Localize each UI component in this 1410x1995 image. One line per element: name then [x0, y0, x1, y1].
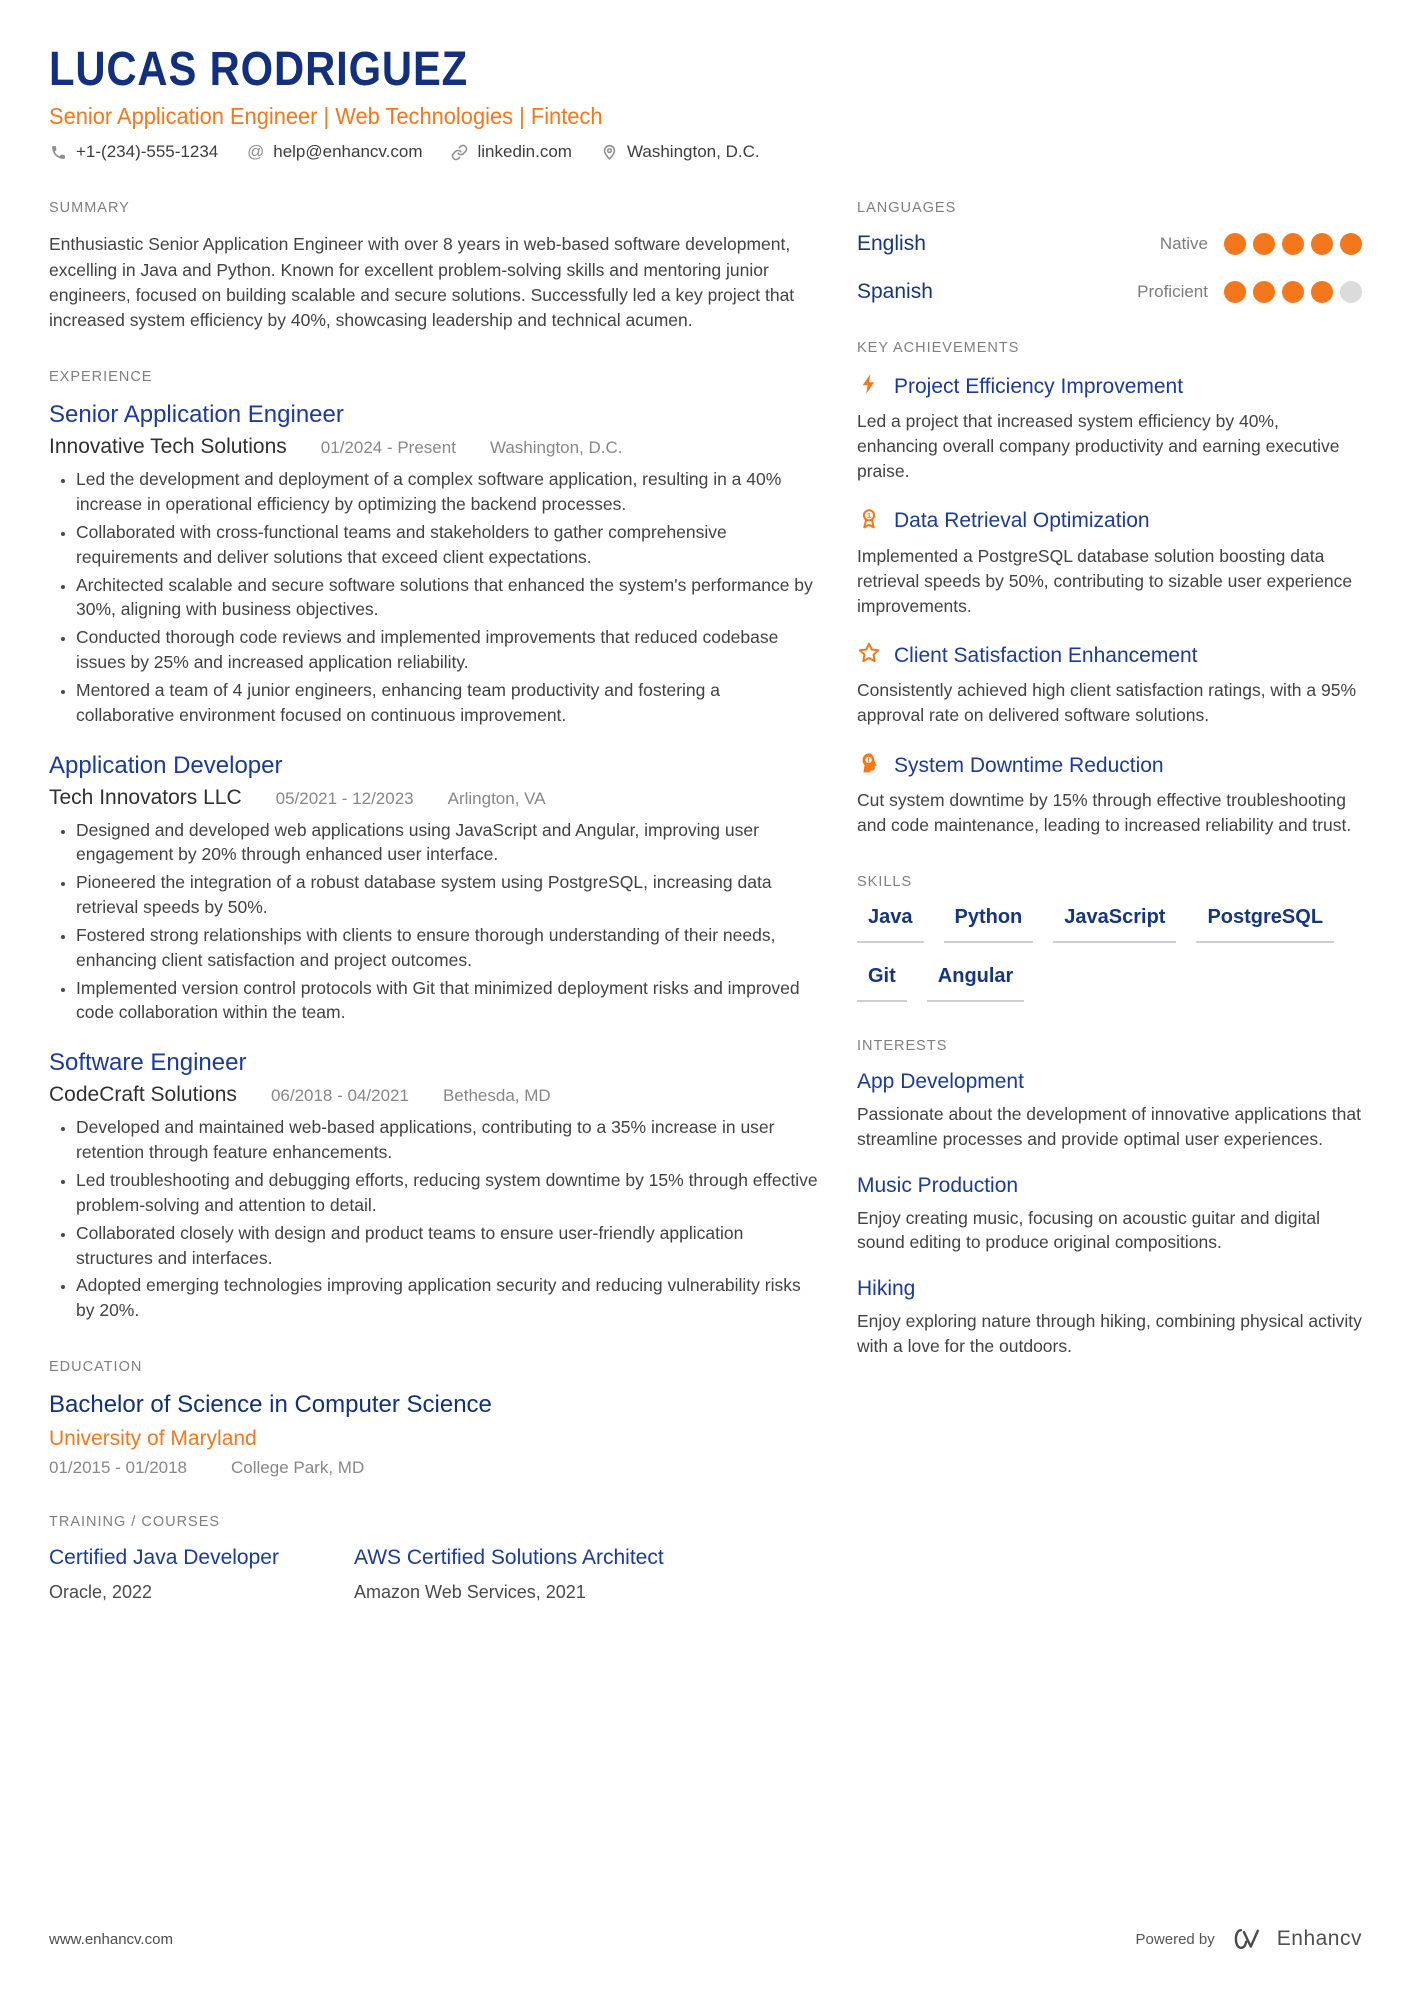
- job-title: Senior Application Engineer: [49, 401, 344, 429]
- job-dates: 06/2018 - 04/2021: [270, 1086, 409, 1106]
- main-column: [49, 200, 821, 1639]
- at-icon: @: [247, 142, 265, 162]
- course-title: AWS Certified Solutions Architect: [354, 1546, 664, 1570]
- job-bullet: • Designed and developed web applications using JavaScript and Angular, improving user engagement by 20% through enhanced user interface.: [76, 818, 821, 868]
- job-bullet: • Mentored a team of 4 junior engineers, enhancing team productivity and fostering a collaborative environment focused on continuous improvement.: [76, 678, 821, 728]
- languages-section: [857, 200, 1362, 304]
- contact-text: linkedin.com: [477, 142, 572, 162]
- interest-title: Hiking: [857, 1277, 916, 1301]
- skill-chip: Angular: [927, 965, 1025, 1002]
- link-icon: [450, 143, 469, 162]
- achievement-title: Client Satisfaction Enhancement: [894, 643, 1198, 667]
- side-column: [857, 200, 1362, 1639]
- job-location: Bethesda, MD: [442, 1086, 551, 1106]
- powered-by-label: Powered by: [1135, 1930, 1215, 1948]
- skill-chip: Java: [857, 906, 924, 943]
- achievement-entry: [857, 507, 1362, 619]
- contact-text: help@enhancv.com: [273, 142, 423, 162]
- jobs-list: [49, 401, 821, 1323]
- achievements-list: [857, 372, 1362, 837]
- interest-title: App Development: [857, 1069, 1024, 1093]
- interest-entry: [857, 1174, 1362, 1256]
- achievement-text: Consistently achieved high client satisfaction ratings, with a 95% approval rate on delivered software solutions.: [857, 680, 1357, 726]
- language-level: Proficient: [1137, 282, 1208, 302]
- contact-item[interactable]: [246, 142, 422, 162]
- contact-item[interactable]: [450, 142, 572, 162]
- skills-label: SKILLS: [857, 873, 913, 890]
- course-entry: [354, 1546, 821, 1603]
- person-name: LUCAS RODRIGUEZ: [49, 43, 469, 96]
- experience-label: EXPERIENCE: [49, 369, 153, 386]
- skills-section: [857, 874, 1362, 1002]
- job-bullets: [49, 818, 821, 1026]
- level-dot: [1340, 281, 1362, 303]
- course-entry: [49, 1546, 354, 1603]
- language-row: [857, 280, 1362, 304]
- medal-icon: [857, 507, 881, 536]
- contact-text: +1-(234)-555-1234: [76, 142, 219, 162]
- job-bullet: • Collaborated closely with design and product teams to ensure user-friendly application structures and interfaces.: [76, 1221, 821, 1271]
- achievement-entry: [857, 751, 1362, 838]
- job-meta: [49, 1083, 821, 1107]
- interest-entry: [857, 1277, 1362, 1359]
- job-entry: [49, 752, 821, 1026]
- job-title: Software Engineer: [49, 1049, 247, 1077]
- education-location: College Park, MD: [231, 1458, 365, 1478]
- job-title: Application Developer: [49, 751, 283, 779]
- level-dot: [1282, 281, 1304, 303]
- achievement-entry: [857, 641, 1362, 728]
- interest-title: Music Production: [857, 1173, 1019, 1197]
- language-dots: [1224, 233, 1362, 255]
- achievements-label: KEY ACHIEVEMENTS: [857, 340, 1020, 357]
- job-company: Innovative Tech Solutions: [49, 435, 287, 459]
- job-bullet: • Adopted emerging technologies improving application security and reducing vulnerability risks by 20%.: [76, 1273, 821, 1323]
- brand-name: Enhancv: [1276, 1927, 1362, 1950]
- job-bullet: • Pioneered the integration of a robust database system using PostgreSQL, increasing data retrieval speeds by 50%.: [76, 870, 821, 920]
- achievement-text: Cut system downtime by 15% through effective troubleshooting and code maintenance, leading to increased reliability and trust.: [857, 790, 1352, 835]
- degree-title: Bachelor of Science in Computer Science: [49, 1391, 492, 1419]
- experience-section: [49, 369, 821, 1323]
- interest-text: Enjoy exploring nature through hiking, combining physical activity with a love for the outdoors.: [857, 1311, 1362, 1357]
- job-meta: [49, 435, 821, 459]
- summary-label: SUMMARY: [49, 200, 130, 217]
- language-dots: [1224, 281, 1362, 303]
- achievement-head: [857, 507, 1362, 536]
- resume-header: [49, 45, 1362, 162]
- skill-chip: JavaScript: [1053, 906, 1176, 943]
- school-name: University of Maryland: [49, 1427, 257, 1451]
- star-icon: [857, 641, 881, 670]
- job-entry: [49, 1049, 821, 1323]
- job-entry: [49, 401, 821, 727]
- skill-chip: Git: [857, 965, 907, 1002]
- headline: Senior Application Engineer | Web Technologies | Fintech: [49, 103, 603, 130]
- courses-list: [49, 1546, 821, 1603]
- job-bullet: • Collaborated with cross-functional teams and stakeholders to gather comprehensive requirements and deliver solutions that exceed client expectations.: [76, 520, 821, 570]
- job-company: Tech Innovators LLC: [49, 785, 242, 809]
- education-label: EDUCATION: [49, 1359, 143, 1376]
- contact-item: [600, 142, 760, 162]
- job-meta: [49, 786, 821, 810]
- interests-section: [857, 1038, 1362, 1359]
- skill-chip: PostgreSQL: [1196, 906, 1334, 943]
- language-name: English: [857, 232, 926, 256]
- skills-list: [857, 906, 1362, 1002]
- contact-item: [49, 142, 218, 162]
- achievement-title: Project Efficiency Improvement: [894, 374, 1184, 398]
- level-dot: [1253, 233, 1275, 255]
- job-company: CodeCraft Solutions: [49, 1083, 237, 1107]
- achievement-head: [857, 372, 1362, 401]
- phone-icon: [49, 143, 68, 162]
- course-title: Certified Java Developer: [49, 1546, 279, 1570]
- course-org: Oracle, 2022: [49, 1582, 153, 1603]
- interests-label: INTERESTS: [857, 1037, 948, 1054]
- achievements-section: [857, 340, 1362, 837]
- achievement-head: [857, 641, 1362, 670]
- level-dot: [1311, 281, 1333, 303]
- location-icon: [600, 143, 619, 162]
- education-dates: 01/2015 - 01/2018: [49, 1458, 188, 1478]
- training-label: TRAINING / COURSES: [49, 1514, 221, 1531]
- achievement-text: Led a project that increased system efficiency by 40%, enhancing overall company productivity and earning executive praise.: [857, 411, 1340, 482]
- skill-chip: Python: [944, 906, 1034, 943]
- languages-label: LANGUAGES: [857, 200, 957, 217]
- job-bullets: [49, 1115, 821, 1323]
- job-bullet: • Conducted thorough code reviews and implemented improvements that reduced codebase issues by 25% and increased application reliability.: [76, 625, 821, 675]
- job-location: Washington, D.C.: [489, 438, 623, 458]
- job-bullet: • Fostered strong relationships with clients to ensure thorough understanding of their needs, enhancing client satisfaction and project outcomes.: [76, 923, 821, 973]
- contact-text: Washington, D.C.: [626, 142, 760, 162]
- language-level: Native: [1159, 234, 1208, 254]
- achievement-entry: [857, 372, 1362, 484]
- language-row: [857, 232, 1362, 256]
- interest-entry: [857, 1070, 1362, 1152]
- job-bullet: • Implemented version control protocols with Git that minimized deployment risks and improved code collaboration within the team.: [76, 976, 821, 1026]
- education-section: [49, 1359, 821, 1478]
- interests-list: [857, 1070, 1362, 1359]
- powered-by: [1136, 1927, 1362, 1951]
- contact-row: [49, 142, 1362, 162]
- level-dot: [1311, 233, 1333, 255]
- job-dates: 01/2024 - Present: [320, 438, 456, 458]
- level-dot: [1340, 233, 1362, 255]
- lightning-icon: [857, 372, 881, 401]
- training-section: [49, 1514, 821, 1603]
- summary-text: Enthusiastic Senior Application Engineer with over 8 years in web-based software development, excelling in Java and Python. Known for excellent problem-solving skills and mentoring junior engineers, focused on building scalable and secure solutions. Successfully led a key project that increased system efficiency by 40%, showcasing leadership and technical acumen.: [49, 234, 795, 330]
- job-location: Arlington, VA: [447, 788, 546, 808]
- job-dates: 05/2021 - 12/2023: [275, 788, 414, 808]
- svg-text:1: 1: [866, 510, 872, 520]
- enhancv-logo-icon: [1229, 1927, 1263, 1951]
- level-dot: [1253, 281, 1275, 303]
- achievement-title: System Downtime Reduction: [894, 753, 1164, 777]
- job-bullet: • Led troubleshooting and debugging efforts, reducing system downtime by 15% through effective problem-solving and attention to detail.: [76, 1168, 821, 1218]
- summary-section: [49, 200, 821, 333]
- website-link[interactable]: www.enhancv.com: [49, 1930, 173, 1948]
- brain-icon: [857, 751, 881, 780]
- language-name: Spanish: [857, 280, 933, 304]
- interest-text: Passionate about the development of innovative applications that streamline processes and provide optimal user experiences.: [857, 1103, 1361, 1149]
- languages-list: [857, 232, 1362, 304]
- level-dot: [1224, 281, 1246, 303]
- job-bullets: [49, 467, 821, 727]
- achievement-text: Implemented a PostgreSQL database solution boosting data retrieval speeds by 50%, contributing to sizable user experience improvements.: [857, 545, 1353, 616]
- achievement-head: [857, 751, 1362, 780]
- course-org: Amazon Web Services, 2021: [354, 1582, 586, 1603]
- level-dot: [1282, 233, 1304, 255]
- interest-text: Enjoy creating music, focusing on acoustic guitar and digital sound editing to produce original compositions.: [857, 1207, 1321, 1253]
- job-bullet: • Developed and maintained web-based applications, contributing to a 35% increase in user retention through feature enhancements.: [76, 1115, 821, 1165]
- level-dot: [1224, 233, 1246, 255]
- achievement-title: Data Retrieval Optimization: [894, 509, 1150, 533]
- job-bullet: • Architected scalable and secure software solutions that enhanced the system's performance by 30%, aligning with business objectives.: [76, 573, 821, 623]
- page-footer: [49, 1927, 1362, 1951]
- education-meta: [49, 1458, 821, 1478]
- job-bullet: • Led the development and deployment of a complex software application, resulting in a 40% increase in operational efficiency by optimizing the backend processes.: [76, 467, 821, 517]
